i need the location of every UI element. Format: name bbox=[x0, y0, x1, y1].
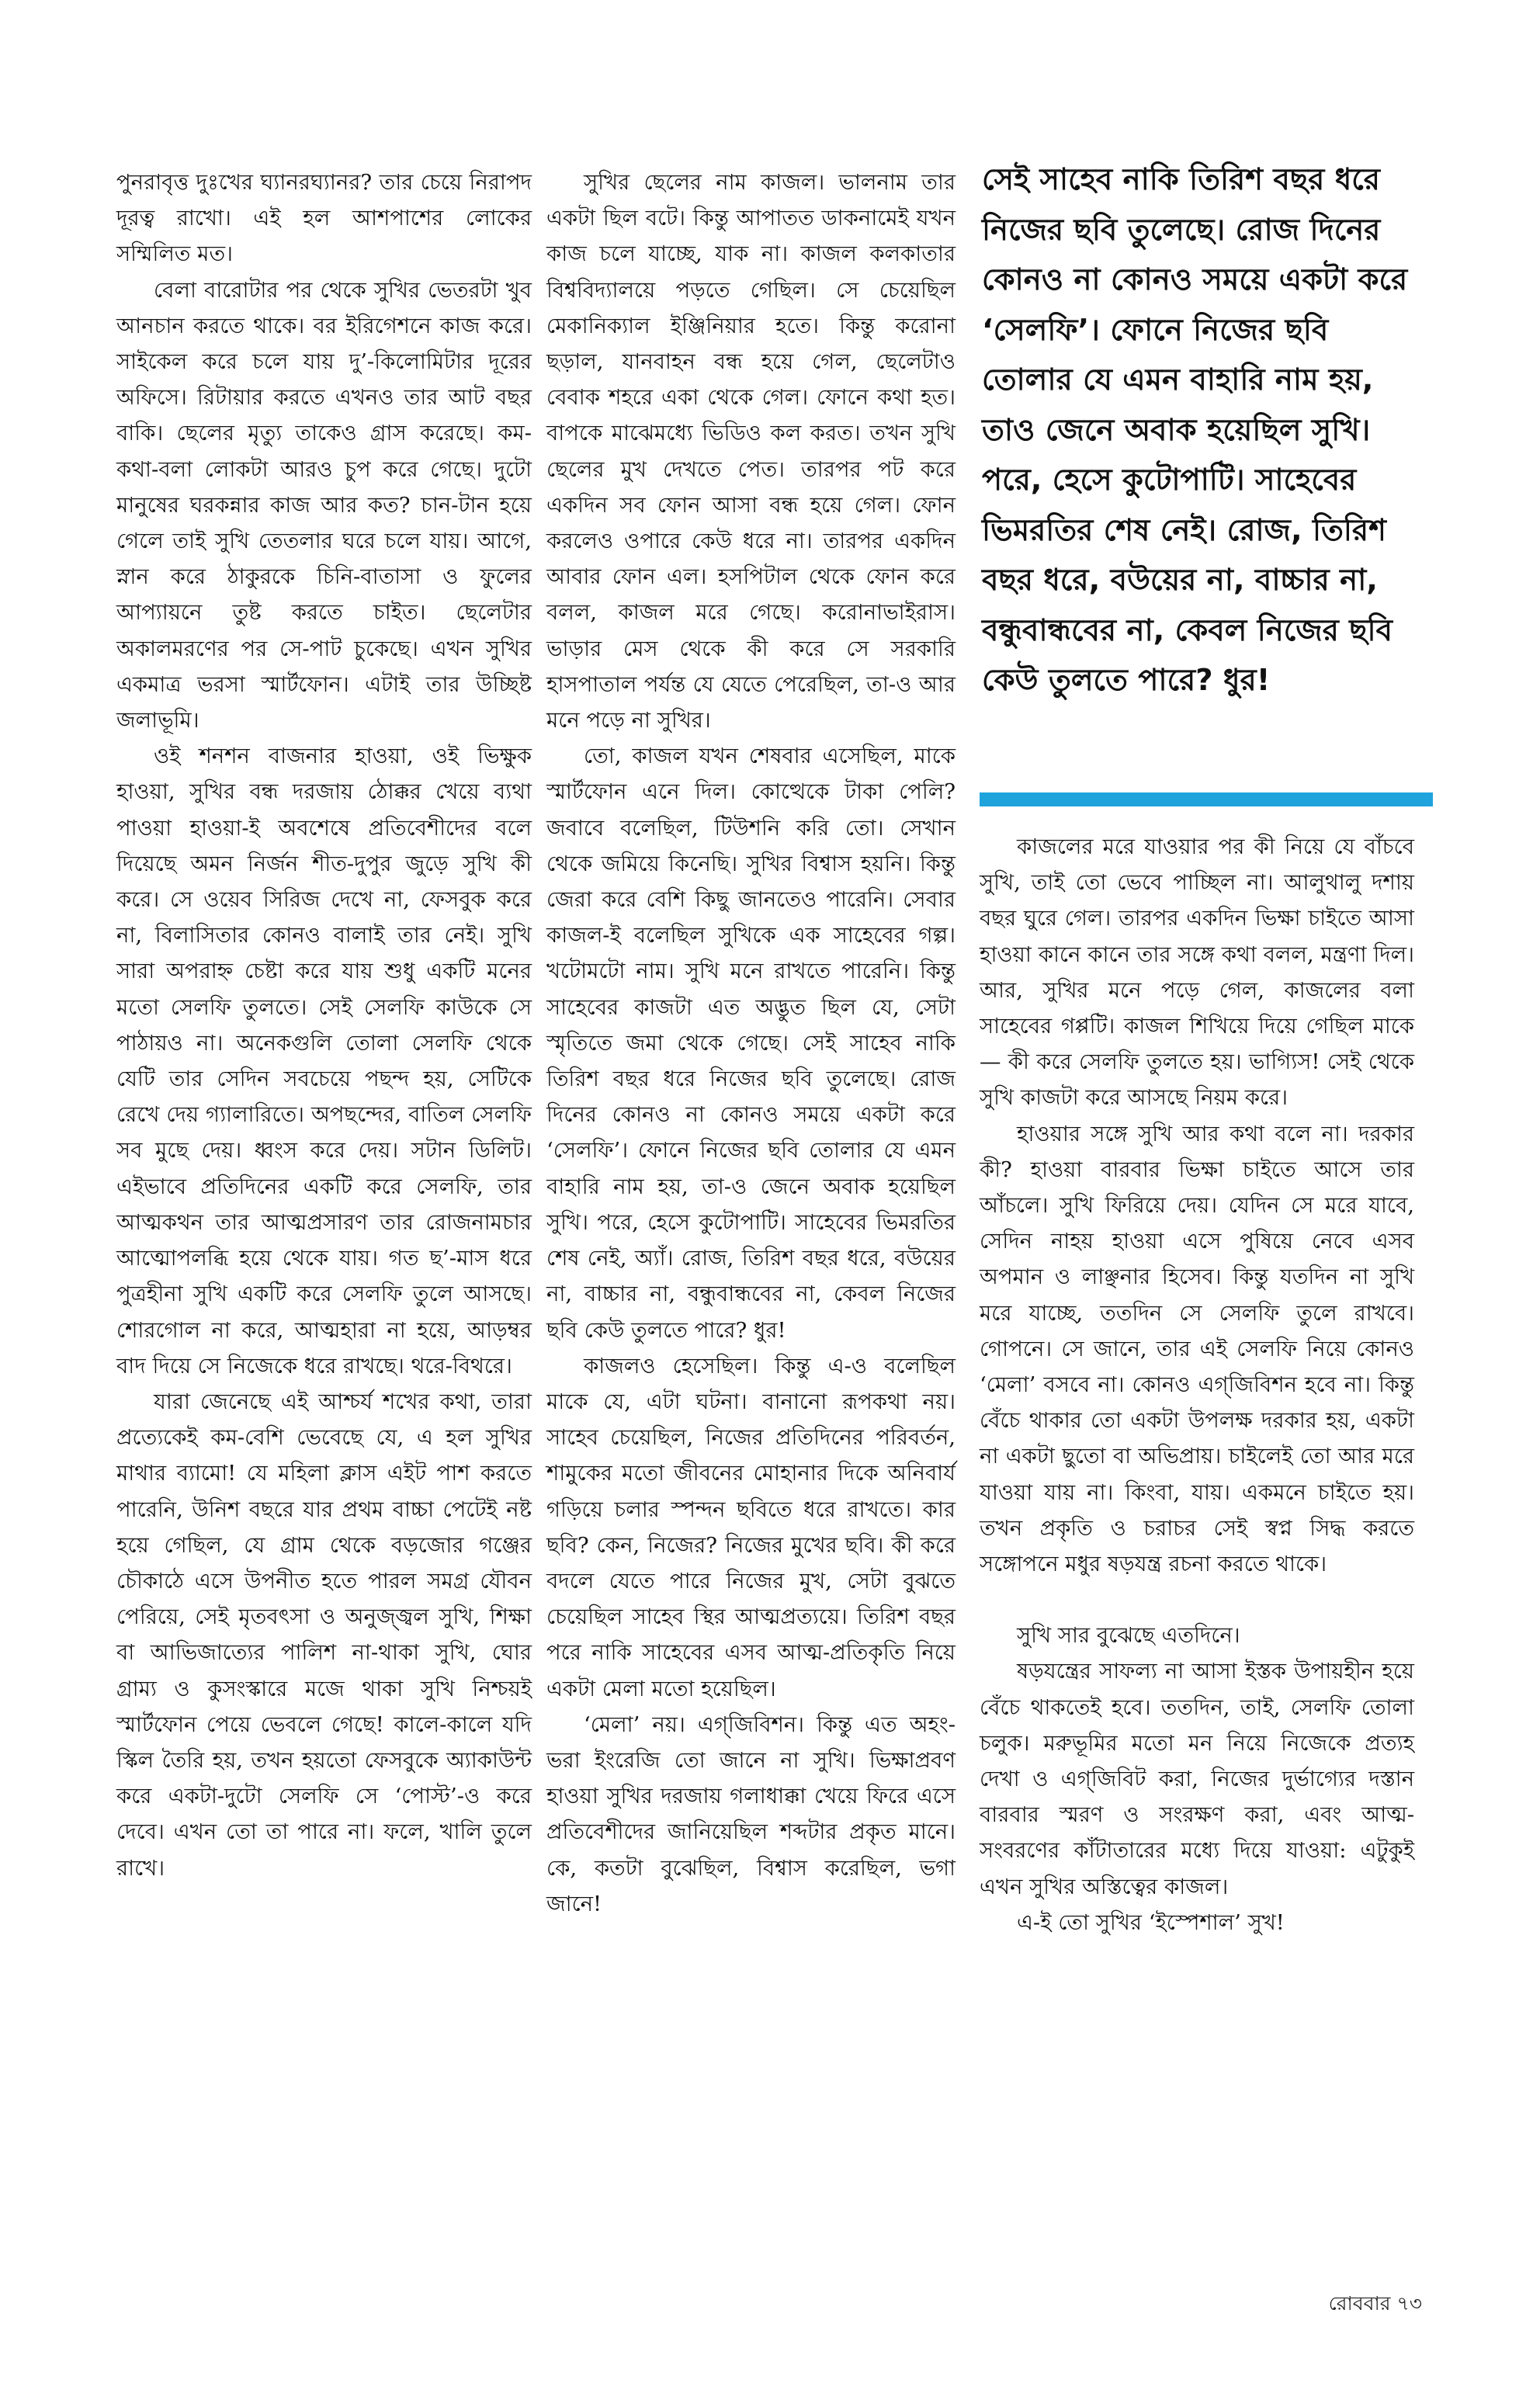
pull-quote: সেই সাহেব নাকি তিরিশ বছর ধরে নিজের ছবি তুলেছে। রোজ দিনের কোনও না কোনও সময়ে একটা করে ‘সেলফি’। ফোনে নিজের ছবি তোলার যে এমন বাহারি নাম হয়, তাও জেনে অবাক হয়েছিল সুখি। পরে, হেসে কুটোপাটি। সাহেবের ভিমরতির শেষ নেই। রোজ, তিরিশ বছর ধরে, বউয়ের না, বাচ্চার না, বন্ধুবান্ধবের না, কেবল নিজের ছবি কেউ তুলতে পারে? ধুর! bbox=[982, 162, 1408, 698]
paragraph: ‘মেলা’ নয়। এগ্‌জিবিশন। কিন্তু এত অহং-ভরা ইংরেজি তো জানে না সুখি। ভিক্ষাপ্রবণ হাওয়া সুখির দরজায় গলাধাক্কা খেয়ে ফিরে এসে প্রতিবেশীদের জানিয়েছিল শব্দটার প্রকৃত মানে। কে, কতটা বুঝেছিল, বিশ্বাস করেছিল, ভগা জানে! bbox=[546, 1712, 956, 1916]
pull-quote-rule bbox=[980, 792, 1433, 806]
paragraph: তো, কাজল যখন শেষবার এসেছিল, মাকে স্মার্টফোন এনে দিল। কোত্থেকে টাকা পেলি? জবাবে বলেছিল, টিউশনি করি তো। সেখান থেকে জমিয়ে কিনেছি। সুখির বিশ্বাস হয়নি। কিন্তু জেরা করে বেশি কিছু জানতেও পারেনি। সেবার কাজল-ই বলেছিল সুখিকে এক সাহেবের গল্প। খটোমটো নাম। সুখি মনে রাখতে পারেনি। কিন্তু সাহেবের কাজটা এত অদ্ভুত ছিল যে, সেটা স্মৃতিতে জমা থেকে গেছে। সেই সাহেব নাকি তিরিশ বছর ধরে নিজের ছবি তুলেছে। রোজ দিনের কোনও না কোনও সময়ে একটা করে ‘সেলফি’। ফোনে নিজের ছবি তোলার যে এমন বাহারি নাম হয়, তা-ও জেনে অবাক হয়েছিল সুখি। পরে, হেসে কুটোপাটি। সাহেবের ভিমরতির শেষ নেই, অ্যাঁ। রোজ, তিরিশ বছর ধরে, বউয়ের না, বাচ্চার না, বন্ধুবান্ধবের না, কেবল নিজের ছবি কেউ তুলতে পারে? ধুর! bbox=[546, 744, 956, 1343]
article-column-1 bbox=[116, 165, 532, 1886]
paragraph: ষড়যন্ত্রের সাফল্য না আসা ইস্তক উপায়হীন হয়ে বেঁচে থাকতেই হবে। ততদিন, তাই, সেলফি তোলা চলুক। মরুভূমির মতো মন নিয়ে নিজেকে প্রত্যহ দেখা ও এগ্‌জিবিট করা, নিজের দুর্ভাগ্যের দস্তান বারবার স্মরণ ও সংরক্ষণ করা, এবং আত্ম-সংবরণের কাঁটাতারের মধ্যে দিয়ে যাওয়া: এটুকুই এখন সুখির অস্তিত্বের কাজল। bbox=[980, 1659, 1414, 1899]
paragraph: সুখি সার বুঝেছে এতদিনে। bbox=[1017, 1623, 1240, 1649]
paragraph: কাজলও হেসেছিল। কিন্তু এ-ও বলেছিল মাকে যে, এটা ঘটনা। বানানো রূপকথা নয়। সাহেব চেয়েছিল, নিজের প্রতিদিনের পরিবর্তন, শামুকের মতো জীবনের মোহানার দিকে অনিবার্য গড়িয়ে চলার স্পন্দন ছবিতে ধরে রাখতে। কার ছবি? কেন, নিজের? নিজের মুখের ছবি। কী করে বদলে যেতে পারে নিজের মুখ, সেটা বুঝতে চেয়েছিল সাহেব স্থির আত্মপ্রত্যয়ে। তিরিশ বছর পরে নাকি সাহেবের এসব আত্ম-প্রতিকৃতি নিয়ে একটা মেলা মতো হয়েছিল। bbox=[546, 1353, 956, 1701]
article-column-2 bbox=[546, 165, 956, 1922]
paragraph: পুনরাবৃত্ত দুঃখের ঘ্যানরঘ্যানর? তার চেয়ে নিরাপদ দূরত্ব রাখো। এই হল আশপাশের লোকের সম্মিলিত মত। bbox=[116, 170, 532, 267]
article-column-3 bbox=[980, 829, 1414, 1940]
page-folio: রোববার ৭৩ bbox=[1328, 2292, 1422, 2315]
paragraph: হাওয়ার সঙ্গে সুখি আর কথা বলে না। দরকার কী? হাওয়া বারবার ভিক্ষা চাইতে আসে তার আঁচলে। সুখি ফিরিয়ে দেয়। যেদিন সে মরে যাবে, সেদিন নাহয় হাওয়া এসে পুষিয়ে নেবে এসব অপমান ও লাঞ্ছনার হিসেব। কিন্তু যতদিন না সুখি মরে যাচ্ছে, ততদিন সে সেলফি তুলে রাখবে। গোপনে। সে জানে, তার এই সেলফি নিয়ে কোনও ‘মেলা’ বসবে না। কোনও এগ্‌জিবিশন হবে না। কিন্তু বেঁচে থাকার তো একটা উপলক্ষ দরকার হয়, একটা না একটা ছুতো বা অভিপ্রায়। চাইলেই তো আর মরে যাওয়া যায় না। কিংবা, যায়। একমনে চাইতে হয়। তখন প্রকৃতি ও চরাচর সেই স্বপ্ন সিদ্ধ করতে সঙ্গোপনে মধুর ষড়যন্ত্র রচনা করতে থাকে। bbox=[980, 1121, 1414, 1577]
paragraph: ওই শনশন বাজনার হাওয়া, ওই ভিক্ষুক হাওয়া, সুখির বন্ধ দরজায় ঠোক্কর খেয়ে ব্যথা পাওয়া হাওয়া-ই অবশেষে প্রতিবেশীদের বলে দিয়েছে অমন নির্জন শীত-দুপুর জুড়ে সুখি কী করে। সে ওয়েব সিরিজ দেখে না, ফেসবুক করে না, বিলাসিতার কোনও বালাই তার নেই। সুখি সারা অপরাহ্ন চেষ্টা করে যায় শুধু একটি মনের মতো সেলফি তুলতে। সেই সেলফি কাউকে সে পাঠায়ও না। অনেকগুলি তোলা সেলফি থেকে যেটি তার সেদিন সবচেয়ে পছন্দ হয়, সেটিকে রেখে দেয় গ্যালারিতে। অপছন্দের, বাতিল সেলফি সব মুছে দেয়। ধ্বংস করে দেয়। সটান ডিলিট। এইভাবে প্রতিদিনের একটি করে সেলফি, তার আত্মকথন তার আত্মপ্রসারণ তার রোজনামচার আত্মোপলব্ধি হয়ে থেকে যায়। গত ছ’-মাস ধরে পুত্রহীনা সুখি একটি করে সেলফি তুলে আসছে। শোরগোল না করে, আত্মহারা না হয়ে, আড়ম্বর বাদ দিয়ে সে নিজেকে ধরে রাখছে। থরে-বিথরে। bbox=[116, 744, 532, 1379]
paragraph: এ-ই তো সুখির ‘ইস্পেশাল’ সুখ! bbox=[1017, 1909, 1285, 1935]
paragraph: বেলা বারোটার পর থেকে সুখির ভেতরটা খুব আনচান করতে থাকে। বর ইরিগেশনে কাজ করে। সাইকেল করে চলে যায় দু’-কিলোমিটার দূরের অফিসে। রিটায়ার করতে এখনও তার আট বছর বাকি। ছেলের মৃত্যু তাকেও গ্রাস করেছে। কম-কথা-বলা লোকটা আরও চুপ করে গেছে। দুটো মানুষের ঘরকন্নার কাজ আর কত? চান-টান হয়ে গেলে তাই সুখি তেতলার ঘরে চলে যায়। আগে, স্নান করে ঠাকুরকে চিনি-বাতাসা ও ফুলের আপ্যায়নে তুষ্ট করতে চাইত। ছেলেটার অকালমরণের পর সে-পাট চুকেছে। এখন সুখির একমাত্র ভরসা স্মার্টফোন। এটাই তার উচ্ছিষ্ট জলাভূমি। bbox=[116, 277, 532, 734]
paragraph: কাজলের মরে যাওয়ার পর কী নিয়ে যে বাঁচবে সুখি, তাই তো ভেবে পাচ্ছিল না। আলুথালু দশায় বছর ঘুরে গেল। তারপর একদিন ভিক্ষা চাইতে আসা হাওয়া কানে কানে তার সঙ্গে কথা বলল, মন্ত্রণা দিল। আর, সুখির মনে পড়ে গেল, কাজলের বলা সাহেবের গপ্পটি। কাজল শিখিয়ে দিয়ে গেছিল মাকে— কী করে সেলফি তুলতে হয়। ভাগ্যিস! সেই থেকে সুখি কাজটা করে আসছে নিয়ম করে। bbox=[980, 834, 1414, 1111]
paragraph: সুখির ছেলের নাম কাজল। ভালনাম তার একটা ছিল বটে। কিন্তু আপাতত ডাকনামেই যখন কাজ চলে যাচ্ছে, যাক না। কাজল কলকাতার বিশ্ববিদ্যালয়ে পড়তে গেছিল। সে চেয়েছিল মেকানিক্যাল ইঞ্জিনিয়ার হতে। কিন্তু করোনা ছড়াল, যানবাহন বন্ধ হয়ে গেল, ছেলেটাও বেবাক শহরে একা থেকে গেল। ফোনে কথা হত। বাপকে মাঝেমধ্যে ভিডিও কল করত। তখন সুখি ছেলের মুখ দেখতে পেত। তারপর পট করে একদিন সব ফোন আসা বন্ধ হয়ে গেল। ফোন করলেও ওপারে কেউ ধরে না। তারপর একদিন আবার ফোন এল। হসপিটাল থেকে ফোন করে বলল, কাজল মরে গেছে। করোনাভাইরাস। ভাড়ার মেস থেকে কী করে সে সরকারি হাসপাতাল পর্যন্ত যে যেতে পেরেছিল, তা-ও আর মনে পড়ে না সুখির। bbox=[546, 170, 956, 734]
paragraph: যারা জেনেছে এই আশ্চর্য শখের কথা, তারা প্রত্যেকেই কম-বেশি ভেবেছে যে, এ হল সুখির মাথার ব্যামো! যে মহিলা ক্লাস এইট পাশ করতে পারেনি, উনিশ বছরে যার প্রথম বাচ্চা পেটেই নষ্ট হয়ে গেছিল, যে গ্রাম থেকে বড়জোর গঞ্জের চৌকাঠে এসে উপনীত হতে পারল সমগ্র যৌবন পেরিয়ে, সেই মৃতবৎসা ও অনুজ্জ্বল সুখি, শিক্ষা বা আভিজাত্যের পালিশ না-থাকা সুখি, ঘোর গ্রাম্য ও কুসংস্কারে মজে থাকা সুখি নিশ্চয়ই স্মার্টফোন পেয়ে ভেবলে গেছে! কালে-কালে যদি স্কিল তৈরি হয়, তখন হয়তো ফেসবুকে অ্যাকাউন্ট করে একটা-দুটো সেলফি সে ‘পোস্ট’-ও করে দেবে। এখন তো তা পারে না। ফলে, খালি তুলে রাখে। bbox=[116, 1389, 532, 1881]
